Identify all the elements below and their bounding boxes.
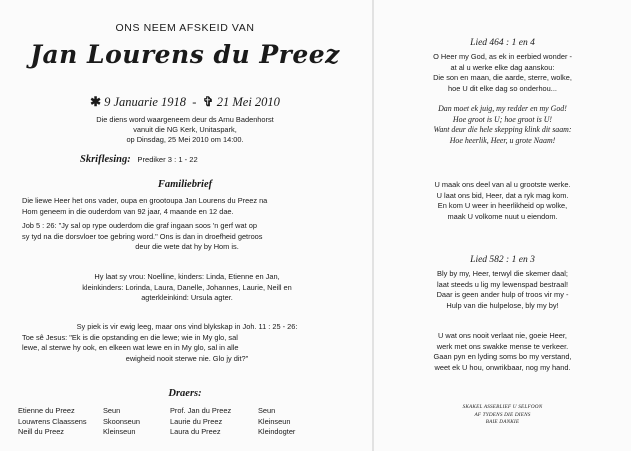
hymn-title: Lied 582 : 1 en 3 <box>470 255 535 265</box>
bearer-relation: Kleindogter <box>258 427 296 436</box>
life-dates <box>0 94 370 110</box>
service-line: Die diens word waargeneem deur ds Arnu Badenhorst <box>96 115 274 124</box>
survivors-paragraph <box>22 272 352 304</box>
letter-line: Hom geneem in die ouderdom van 92 jaar, 4 maande en 12 dae. <box>22 206 234 216</box>
bearer-name: Neill du Preez <box>18 427 65 436</box>
letter-title: Familiebrief <box>157 179 213 190</box>
letter-line: lewe, al sterwe hy ook, en elkeen wat lewe en in My glo, sal in alle <box>22 343 239 352</box>
bearer-relation: Seun <box>258 406 276 415</box>
deceased-name: Jan Lourens du Preez <box>30 40 340 69</box>
intro-heading: ONS NEEM AFSKEID VAN <box>115 22 255 34</box>
bearer-name: Louwrens Claassens <box>18 416 87 426</box>
verse-line: U maak ons deel van al u grootste werke. <box>434 180 571 189</box>
closing-note <box>374 404 631 427</box>
verse-line: Hoe groot is U; hoe groot is U! <box>452 114 553 124</box>
scripture-label: Skriflesing: <box>80 154 131 165</box>
letter-line: kleinkinders: Lorinda, Laura, Danelle, Johannes, Laurie, Neill en <box>82 282 292 292</box>
verse-line: Hoe heerlik, Heer, u grote Naam! <box>449 135 556 145</box>
scripture-reading <box>80 154 198 165</box>
bearers-column-names-1 <box>18 406 87 438</box>
closing-line: SKAKEL ASSEBLIEF U SELFOON <box>462 404 543 410</box>
hymn-title: Lied 464 : 1 en 4 <box>470 38 535 48</box>
hymn-verse <box>374 180 631 222</box>
birth-date: 9 Januarie 1918 <box>104 95 187 109</box>
bearer-relation: Seun <box>103 406 121 415</box>
scripture-reference: Prediker 3 : 1 - 22 <box>137 155 198 164</box>
hymn-refrain <box>374 104 631 146</box>
verse-line: maak U volkome nuut u eiendom. <box>447 211 558 221</box>
bearer-relation: Kleinseun <box>103 427 136 436</box>
verse-line: U wat ons nooit verlaat nie, goeie Heer, <box>437 331 567 340</box>
verse-line: Hulp van die hulpelose, bly my by! <box>446 300 559 310</box>
letter-line: Sy piek is vir ewig leeg, maar ons vind blykskap in Joh. 11 : 25 - 26: <box>76 322 298 331</box>
letter-line: sy tyd na die dorsvloer toe gebring word." Ons is dan in droefheid getroos <box>22 231 263 241</box>
letter-line: ewigheid nooit sterwe nie. Glo jy dit?" <box>125 353 249 363</box>
service-details <box>0 115 370 145</box>
bearer-name: Laura du Preez <box>170 427 221 436</box>
verse-line: En kom U weer in heerlikheid op wolke, <box>437 201 568 210</box>
verse-line: weet ek U hou, onwrikbaar, nog my hand. <box>434 362 571 372</box>
hymn-verse <box>374 269 631 311</box>
death-date: 21 Mei 2010 <box>216 95 280 109</box>
letter-paragraph <box>22 196 352 217</box>
verse-line: Dan moet ek juig, my redder en my God! <box>438 104 567 113</box>
verse-line: Daar is geen ander hulp of troos vir my - <box>436 290 569 299</box>
verse-line: Gaan pyn en lyding soms bo my verstand, <box>433 352 572 361</box>
service-line: op Dinsdag, 25 Mei 2010 om 14:00. <box>126 135 244 144</box>
letter-line: Hy laat sy vrou: Noelline, kinders: Linda, Etienne en Jan, <box>94 272 280 281</box>
letter-line: deur die wete dat hy by Hom is. <box>135 242 239 251</box>
bearers-column-relations-2 <box>258 406 295 438</box>
bearer-name: Prof. Jan du Preez <box>170 406 232 415</box>
closing-line: BAIE DANKIE <box>485 419 520 425</box>
verse-line: Bly by my, Heer, terwyl die skemer daal; <box>437 269 568 278</box>
star-icon: ✱ <box>90 94 101 109</box>
verse-line: U laat ons bid, Heer, dat a ryk mag kom. <box>436 190 569 200</box>
letter-line: Job 5 : 26: "Jy sal op rype ouderdom die graf ingaan soos 'n gerf wat op <box>22 221 257 230</box>
letter-line: Toe sê Jesus: "Ek is die opstanding en die lewe; wie in My glo, sal <box>22 332 238 342</box>
verse-line: Want deur die hele skepping klink dit saam: <box>433 125 572 134</box>
verse-line: werk met ons swakke mense te verkeer. <box>436 341 569 351</box>
service-line: vanuit die NG Kerk, Unitaspark, <box>133 125 237 134</box>
verse-line: hoe U dit elke dag so onderhou... <box>448 83 557 93</box>
bearers-column-relations-1 <box>103 406 140 438</box>
bearer-name: Etienne du Preez <box>18 406 75 415</box>
bearer-name: Laurie du Preez <box>170 416 223 426</box>
bearers-column-names-2 <box>170 406 231 438</box>
verse-line: Die son en maan, die aarde, sterre, wolke, <box>433 73 572 82</box>
letter-line: Die liewe Heer het ons vader, oupa en grootoupa Jan Lourens du Preez na <box>22 196 268 205</box>
verse-line: at al u werke elke dag aanskou: <box>450 62 555 72</box>
closing-line: AF TYDENS DIE DIENS <box>474 411 531 418</box>
bearers-title: Draers: <box>168 388 202 399</box>
hymn-verse <box>374 331 631 373</box>
verse-line: laat steeds u lig my lewenspad bestraal! <box>436 279 569 289</box>
verse-line: O Heer my God, as ek in eerbied wonder - <box>433 52 572 61</box>
letter-paragraph <box>22 221 352 253</box>
right-panel <box>374 0 631 451</box>
bearer-relation: Skoonseun <box>103 416 140 426</box>
letter-line: agterkleinkind: Ursula agter. <box>141 293 233 302</box>
scripture-paragraph <box>22 322 352 364</box>
date-separator: - <box>192 95 197 109</box>
bearer-relation: Kleinseun <box>258 416 291 426</box>
hymn-verse <box>374 52 631 94</box>
cross-icon: ✞ <box>202 94 214 109</box>
